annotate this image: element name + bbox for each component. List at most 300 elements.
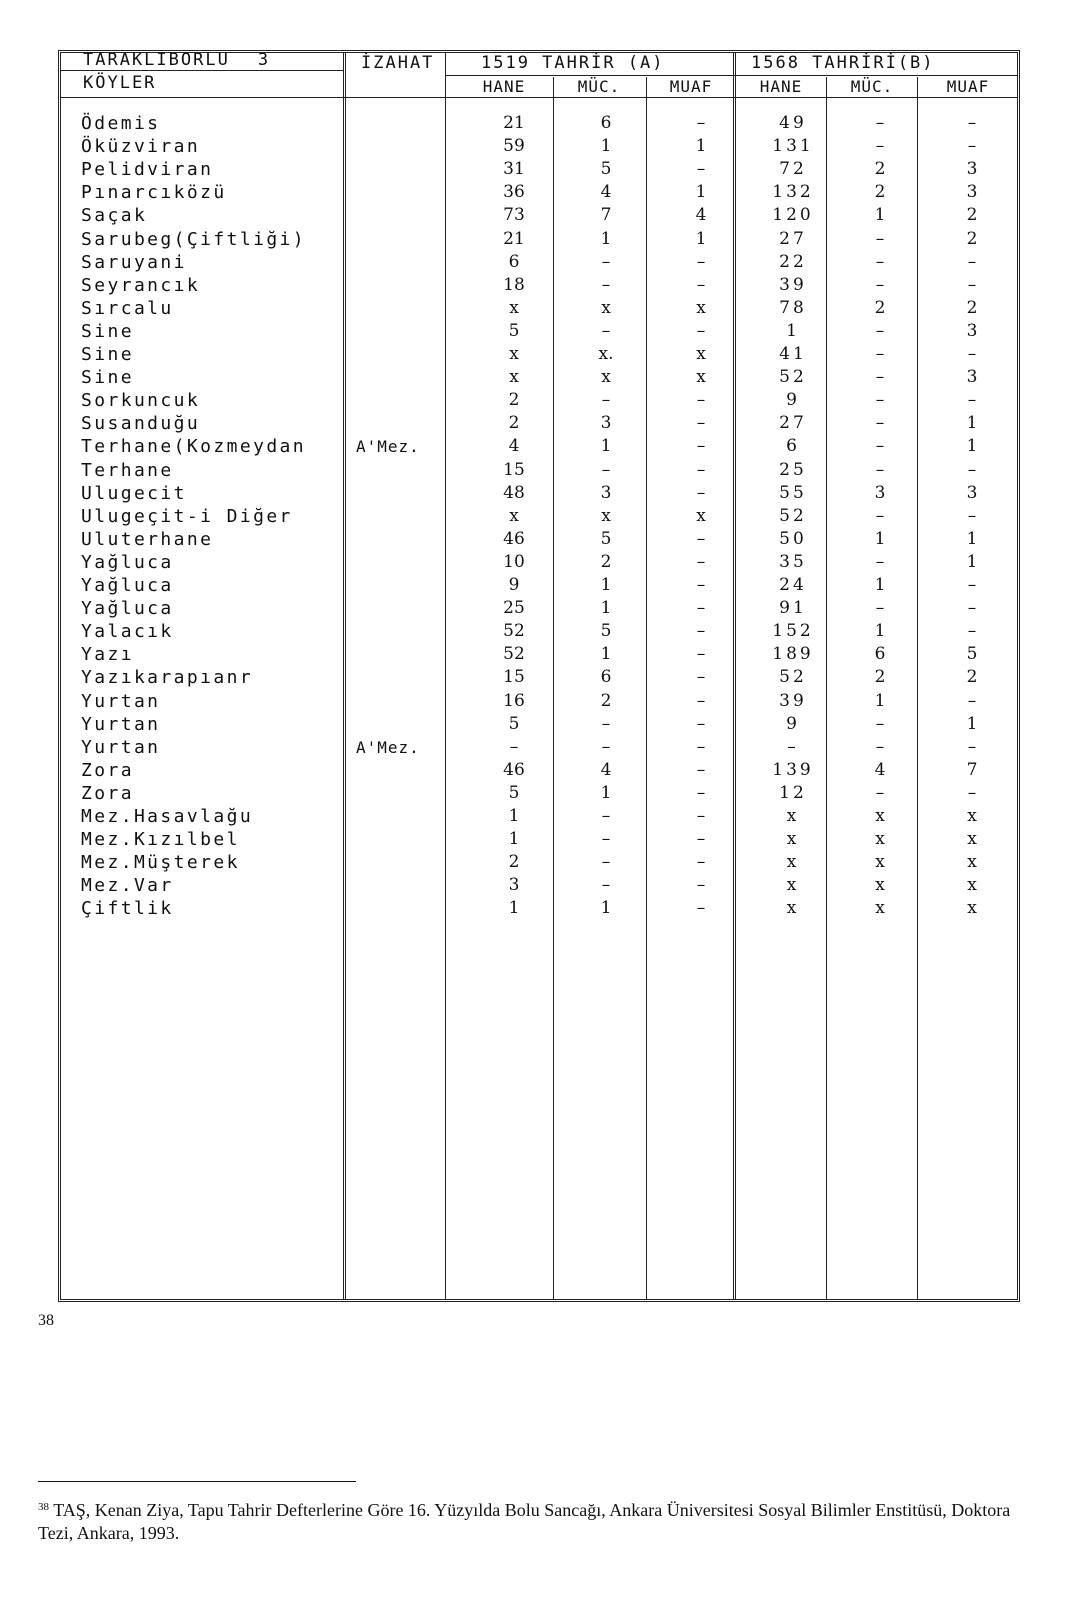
a-muaf-value: – — [696, 113, 706, 133]
b-hane-value: 41 — [779, 344, 807, 364]
a-muaf-value: 1 — [695, 136, 707, 157]
table-row — [61, 736, 1017, 759]
b-muc-value: – — [875, 551, 885, 572]
table-row — [61, 135, 1017, 158]
a-hane-value: 59 — [503, 136, 525, 157]
b-muaf-value: – — [967, 274, 977, 295]
table-row — [61, 274, 1017, 297]
a-muaf-value: – — [696, 759, 706, 780]
b-hane-value: 72 — [779, 159, 807, 180]
header-izahat: İZAHAT — [361, 53, 435, 73]
a-muaf-value: – — [696, 690, 706, 711]
table-row — [61, 620, 1017, 643]
a-muaf-value: – — [696, 644, 706, 665]
a-hane-value: 31 — [503, 159, 525, 180]
a-muaf-value: – — [696, 251, 706, 272]
b-muaf-value: x — [967, 875, 977, 896]
village-name: Sine — [81, 320, 134, 342]
b-muc-value: 1 — [874, 205, 886, 226]
b-muc-value: – — [875, 782, 885, 803]
a-muaf-value: – — [696, 575, 706, 595]
table-row — [61, 713, 1017, 736]
village-name: Yağluca — [81, 575, 174, 596]
b-muaf-value: – — [967, 598, 977, 619]
village-name: Yalacık — [81, 621, 174, 643]
b-muaf-value: x — [967, 852, 977, 873]
b-hane-value: 52 — [779, 667, 807, 688]
a-muaf-value: – — [696, 320, 706, 341]
a-hane-value: 5 — [508, 320, 520, 341]
a-hane-value: x — [509, 505, 519, 526]
village-name: Öküzviran — [81, 136, 201, 158]
b-muaf-value: x — [967, 806, 977, 826]
a-muaf-value: – — [696, 852, 706, 873]
b-muc-value: – — [875, 320, 885, 341]
village-name: Yurtan — [81, 736, 161, 758]
a-hane-value: 46 — [503, 528, 525, 549]
b-muc-value: 1 — [874, 528, 886, 549]
header-1568: 1568 TAHRİRİ(B) — [751, 53, 935, 73]
b-muaf-value: 3 — [966, 182, 978, 203]
b-hane-value: – — [787, 736, 799, 757]
table-row — [61, 551, 1017, 574]
a-muaf-value: – — [696, 875, 706, 896]
a-muc-value: x — [601, 297, 611, 318]
b-muaf-value: 1 — [966, 528, 978, 549]
a-hane-value: 2 — [508, 852, 520, 873]
b-hane-value: 52 — [779, 367, 807, 388]
table-row — [61, 851, 1017, 874]
a-hane-value: x — [509, 297, 519, 318]
b-muaf-value: – — [967, 136, 977, 157]
header-1519: 1519 TAHRİR (A) — [481, 53, 665, 73]
a-muaf-value: 1 — [695, 182, 707, 203]
village-name: Sine — [81, 367, 134, 389]
b-muaf-value: – — [967, 251, 977, 272]
village-name: Susanduğu — [81, 413, 201, 435]
a-hane-value: 4 — [508, 436, 520, 457]
a-hane-value: 52 — [503, 644, 525, 665]
table-row — [61, 366, 1017, 389]
a-muaf-value: – — [696, 436, 706, 457]
a-muaf-value: x — [696, 344, 706, 364]
a-hane-value: 73 — [503, 205, 525, 226]
a-muc-value: 1 — [600, 436, 612, 457]
b-muaf-value: 5 — [966, 644, 978, 665]
a-muaf-value: – — [696, 528, 706, 549]
table-row — [61, 528, 1017, 551]
b-muaf-value: 3 — [966, 159, 978, 180]
b-muaf-value: 2 — [966, 228, 978, 249]
village-name: Ulugeçit-i Diğer — [81, 505, 293, 527]
a-muaf-value: – — [696, 621, 706, 642]
b-muc-value: x — [875, 898, 885, 919]
sub-a-hane: HANE — [482, 77, 526, 96]
village-name: Ulugecit — [81, 482, 187, 504]
a-muaf-value: – — [696, 482, 706, 503]
b-muc-value: x — [875, 875, 885, 896]
a-hane-value: 48 — [503, 482, 525, 503]
table-row — [61, 251, 1017, 274]
a-muaf-value: x — [696, 297, 706, 318]
izahat-note: A'Mez. — [356, 437, 420, 457]
b-hane-value: 50 — [779, 528, 807, 549]
b-hane-value: 9 — [786, 390, 800, 411]
a-hane-value: 1 — [508, 829, 520, 850]
b-hane-value: 78 — [779, 297, 807, 318]
village-name: Yazıkarapıanr — [81, 667, 254, 689]
village-name: Yağluca — [81, 551, 174, 573]
village-name: Pelidviran — [81, 159, 214, 181]
b-hane-value: 6 — [786, 436, 800, 457]
b-muc-value: – — [875, 113, 885, 133]
a-hane-value: 21 — [503, 113, 525, 133]
a-muaf-value: x — [696, 367, 706, 388]
b-hane-value: x — [786, 806, 800, 826]
b-muaf-value: – — [967, 690, 977, 711]
sub-b-muc: MÜC. — [850, 77, 894, 96]
village-name: Sine — [81, 344, 134, 365]
a-muc-value: 3 — [600, 482, 612, 503]
a-muc-value: – — [601, 736, 611, 757]
b-muc-value: – — [875, 505, 885, 526]
a-muc-value: 1 — [600, 598, 612, 619]
b-hane-value: 39 — [779, 274, 807, 295]
a-muaf-value: – — [696, 898, 706, 919]
table-row — [61, 343, 1017, 366]
table-row — [61, 435, 1017, 458]
b-muaf-value: – — [967, 390, 977, 411]
b-muaf-value: x — [967, 829, 977, 850]
village-name: Sırcalu — [81, 297, 174, 319]
village-name: Yurtan — [81, 713, 161, 735]
footnote-text: TAŞ, Kenan Ziya, Tapu Tahrir Defterlerine Göre 16. Yüzyılda Bolu Sancağı, Ankara Üniversitesi Sosyal Bilimler Enstitüsü, Doktora Tezi, Ankara, 1993. — [38, 1500, 1011, 1543]
a-muc-value: 4 — [600, 759, 612, 780]
footnote-rule — [38, 1481, 356, 1482]
b-muaf-value: 3 — [966, 320, 978, 341]
b-muc-value: x — [875, 806, 885, 826]
b-muaf-value: – — [967, 344, 977, 364]
table-row — [61, 158, 1017, 181]
a-hane-value: 52 — [503, 621, 525, 642]
a-hane-value: 1 — [508, 898, 520, 919]
b-hane-value: 131 — [772, 136, 814, 157]
a-hane-value: 6 — [508, 251, 520, 272]
sub-a-muc: MÜC. — [577, 77, 621, 96]
b-muc-value: 1 — [874, 621, 886, 642]
a-hane-value: 3 — [508, 875, 520, 896]
a-muc-value: 2 — [600, 690, 612, 711]
b-muaf-value: 2 — [966, 297, 978, 318]
b-muc-value: – — [875, 459, 885, 480]
a-muc-value: 1 — [600, 898, 612, 919]
b-hane-value: 91 — [779, 598, 807, 619]
b-hane-value: 1 — [786, 320, 800, 341]
village-name: Sorkuncuk — [81, 390, 201, 412]
a-muaf-value: – — [696, 713, 706, 734]
village-name: Seyrancık — [81, 274, 201, 296]
a-hane-value: 5 — [508, 782, 520, 803]
b-muc-value: – — [875, 436, 885, 457]
b-muc-value: x — [875, 829, 885, 850]
a-hane-value: 46 — [503, 759, 525, 780]
b-muaf-value: 1 — [966, 436, 978, 457]
b-muc-value: – — [875, 228, 885, 249]
b-muc-value: – — [875, 390, 885, 411]
village-name: Uluterhane — [81, 528, 214, 550]
rule-group-sub — [445, 75, 1017, 76]
footnote-marker: 38 — [38, 1501, 49, 1513]
a-muc-value: – — [601, 713, 611, 734]
village-name: Mez.Hasavlağu — [81, 806, 254, 827]
b-muc-value: – — [875, 344, 885, 364]
a-muc-value: 3 — [600, 413, 612, 434]
village-name: Saçak — [81, 205, 148, 227]
b-muaf-value: 1 — [966, 413, 978, 434]
a-hane-value: – — [509, 736, 519, 757]
b-muc-value: – — [875, 367, 885, 388]
a-muc-value: – — [601, 274, 611, 295]
b-muaf-value: – — [967, 459, 977, 480]
b-hane-value: x — [786, 875, 800, 896]
table-row — [61, 204, 1017, 227]
a-muaf-value: – — [696, 806, 706, 826]
b-muc-value: – — [875, 713, 885, 734]
village-name: Pınarcıközü — [81, 182, 227, 204]
sub-b-hane: HANE — [759, 77, 803, 96]
table-row — [61, 666, 1017, 689]
table-row — [61, 828, 1017, 851]
table-row — [61, 112, 1017, 135]
b-hane-value: x — [786, 898, 800, 919]
b-muc-value: 2 — [874, 667, 886, 688]
a-muaf-value: – — [696, 551, 706, 572]
a-muc-value: 1 — [600, 136, 612, 157]
b-hane-value: 189 — [772, 644, 814, 665]
b-hane-value: 12 — [779, 782, 807, 803]
table-row — [61, 228, 1017, 251]
b-muc-value: 2 — [874, 297, 886, 318]
b-muc-value: 1 — [874, 690, 886, 711]
a-hane-value: 5 — [508, 713, 520, 734]
table-row — [61, 574, 1017, 597]
a-hane-value: 1 — [508, 806, 520, 826]
village-name: Zora — [81, 759, 134, 781]
b-muaf-value: 1 — [966, 551, 978, 572]
b-hane-value: 35 — [779, 551, 807, 572]
a-muaf-value: 4 — [695, 205, 707, 226]
b-hane-value: 25 — [779, 459, 807, 480]
a-muaf-value: – — [696, 413, 706, 434]
b-muc-value: x — [875, 852, 885, 873]
b-muc-value: – — [875, 598, 885, 619]
table-row — [61, 412, 1017, 435]
a-muc-value: 7 — [600, 205, 612, 226]
a-hane-value: 15 — [503, 667, 525, 688]
b-muc-value: 1 — [874, 575, 886, 595]
a-muaf-value: – — [696, 667, 706, 688]
sub-b-muaf: MUAF — [946, 77, 990, 96]
b-hane-value: 27 — [779, 228, 807, 249]
village-name: Mez.Var — [81, 875, 174, 897]
a-muaf-value: – — [696, 829, 706, 850]
scanned-table — [58, 50, 1020, 1302]
a-hane-value: 9 — [508, 575, 520, 595]
b-muc-value: – — [875, 274, 885, 295]
a-muc-value: – — [601, 829, 611, 850]
table-row — [61, 759, 1017, 782]
a-muaf-value: – — [696, 598, 706, 619]
a-muaf-value: – — [696, 736, 706, 757]
a-muc-value: 4 — [600, 182, 612, 203]
b-muaf-value: 2 — [966, 205, 978, 226]
a-muaf-value: – — [696, 274, 706, 295]
table-row — [61, 597, 1017, 620]
table-row — [61, 782, 1017, 805]
b-muaf-value: 7 — [966, 759, 978, 780]
b-muc-value: – — [875, 736, 885, 757]
a-muc-value: 6 — [600, 113, 612, 133]
b-muaf-value: – — [967, 621, 977, 642]
a-muc-value: – — [601, 875, 611, 896]
table-row — [61, 897, 1017, 920]
a-muc-value: – — [601, 251, 611, 272]
b-muc-value: – — [875, 251, 885, 272]
b-hane-value: 139 — [772, 759, 814, 780]
a-hane-value: 18 — [503, 274, 525, 295]
village-name: Mez.Müşterek — [81, 852, 240, 874]
village-name: Çiftlik — [81, 898, 174, 920]
a-muc-value: – — [601, 459, 611, 480]
b-hane-value: 49 — [779, 113, 807, 133]
a-hane-value: 10 — [503, 551, 525, 572]
village-name: Ödemis — [81, 113, 161, 134]
b-muaf-value: 1 — [966, 713, 978, 734]
b-muc-value: 3 — [874, 482, 886, 503]
a-hane-value: x — [509, 367, 519, 388]
table-row — [61, 690, 1017, 713]
b-hane-value: 22 — [779, 251, 807, 272]
page-number: 38 — [38, 1312, 54, 1329]
a-muc-value: – — [601, 320, 611, 341]
b-hane-value: x — [786, 829, 800, 850]
a-hane-value: 25 — [503, 598, 525, 619]
b-muc-value: 2 — [874, 182, 886, 203]
a-muc-value: 1 — [600, 782, 612, 803]
a-hane-value: 21 — [503, 228, 525, 249]
a-muc-value: x. — [598, 344, 614, 364]
a-muaf-value: – — [696, 159, 706, 180]
a-hane-value: 2 — [508, 390, 520, 411]
b-hane-value: 152 — [772, 621, 814, 642]
a-hane-value: 16 — [503, 690, 525, 711]
footnote — [38, 1496, 1028, 1545]
a-muaf-value: – — [696, 782, 706, 803]
table-row — [61, 459, 1017, 482]
a-muc-value: x — [601, 367, 611, 388]
a-muaf-value: 1 — [695, 228, 707, 249]
b-muc-value: 4 — [874, 759, 886, 780]
b-muc-value: – — [875, 413, 885, 434]
a-muc-value: – — [601, 806, 611, 826]
b-muc-value: – — [875, 136, 885, 157]
village-name: Yağluca — [81, 598, 174, 620]
table-row — [61, 181, 1017, 204]
table-row — [61, 643, 1017, 666]
a-muaf-value: – — [696, 390, 706, 411]
b-muaf-value: – — [967, 505, 977, 526]
village-name: Yurtan — [81, 690, 161, 712]
a-muc-value: 2 — [600, 551, 612, 572]
table-row — [61, 320, 1017, 343]
b-muaf-value: – — [967, 575, 977, 595]
village-name: Saruyani — [81, 251, 187, 273]
table-row — [61, 389, 1017, 412]
table-row — [61, 874, 1017, 897]
a-muc-value: 6 — [600, 667, 612, 688]
a-muaf-value: – — [696, 459, 706, 480]
a-muc-value: 5 — [600, 528, 612, 549]
village-name: Terhane(Kozmeydan — [81, 436, 307, 458]
rule-header-bottom — [61, 97, 1017, 98]
izahat-note: A'Mez. — [356, 737, 420, 757]
table-row — [61, 482, 1017, 505]
b-hane-value: 24 — [779, 575, 807, 595]
b-muaf-value: 3 — [966, 482, 978, 503]
village-name: Zora — [81, 782, 134, 804]
table-row — [61, 805, 1017, 828]
b-muaf-value: 3 — [966, 367, 978, 388]
b-muaf-value: – — [967, 113, 977, 133]
b-hane-value: 55 — [779, 482, 807, 503]
b-muaf-value: 2 — [966, 667, 978, 688]
village-name: Yazı — [81, 644, 134, 666]
village-name: Terhane — [81, 459, 174, 481]
a-muc-value: 5 — [600, 159, 612, 180]
b-hane-value: 132 — [772, 182, 814, 203]
a-muc-value: – — [601, 852, 611, 873]
a-muc-value: 1 — [600, 575, 612, 595]
a-hane-value: 36 — [503, 182, 525, 203]
table-row — [61, 505, 1017, 528]
a-muc-value: 1 — [600, 644, 612, 665]
a-muc-value: x — [601, 505, 611, 526]
a-muc-value: – — [601, 390, 611, 411]
region-title: TARAKLIBORLU 3 — [83, 50, 271, 70]
table-row — [61, 297, 1017, 320]
b-muc-value: 6 — [874, 644, 886, 665]
village-name: Sarubeg(Çiftliği) — [81, 228, 307, 250]
b-hane-value: 120 — [772, 205, 814, 226]
sub-a-muaf: MUAF — [669, 77, 713, 96]
village-name: Mez.Kızılbel — [81, 829, 240, 851]
b-hane-value: 27 — [779, 413, 807, 434]
a-hane-value: 15 — [503, 459, 525, 480]
a-hane-value: 2 — [508, 413, 520, 434]
header-koyler: KÖYLER — [83, 73, 157, 93]
rule-koyler-top — [61, 70, 343, 71]
b-muaf-value: – — [967, 782, 977, 803]
b-muc-value: 2 — [874, 159, 886, 180]
b-hane-value: x — [786, 852, 800, 873]
b-muaf-value: x — [967, 898, 977, 919]
b-hane-value: 9 — [786, 713, 800, 734]
b-hane-value: 52 — [779, 505, 807, 526]
a-muaf-value: x — [696, 505, 706, 526]
b-muaf-value: – — [967, 736, 977, 757]
a-muc-value: 1 — [600, 228, 612, 249]
b-hane-value: 39 — [779, 690, 807, 711]
